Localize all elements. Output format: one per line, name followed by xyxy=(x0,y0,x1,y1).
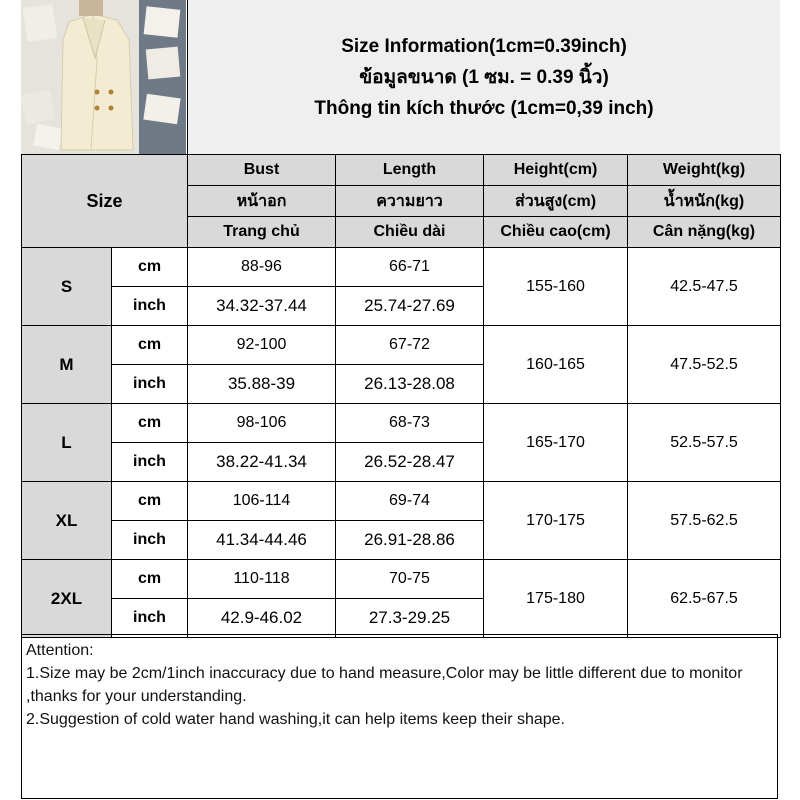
bust-cm: 98-106 xyxy=(188,404,336,443)
length-cm: 69-74 xyxy=(336,482,484,521)
unit-cm: cm xyxy=(112,560,188,599)
unit-inch: inch xyxy=(112,287,188,326)
bust-cm: 106-114 xyxy=(188,482,336,521)
bust-cm: 92-100 xyxy=(188,326,336,365)
unit-cm: cm xyxy=(112,248,188,287)
size-column-header: Size xyxy=(22,155,188,248)
length-cm: 67-72 xyxy=(336,326,484,365)
weight-range: 62.5-67.5 xyxy=(628,560,781,638)
note-washing: 2.Suggestion of cold water hand washing,it can help items keep their shape. xyxy=(26,711,565,728)
height-header-vi: Chiều cao(cm) xyxy=(484,217,628,248)
length-inch: 26.52-28.47 xyxy=(336,443,484,482)
size-label: L xyxy=(22,404,112,482)
unit-inch: inch xyxy=(112,443,188,482)
weight-range: 52.5-57.5 xyxy=(628,404,781,482)
title-vietnamese: Thông tin kích thước (1cm=0,39 inch) xyxy=(314,97,654,119)
table-row xyxy=(22,404,781,443)
height-range: 155-160 xyxy=(484,248,628,326)
unit-cm: cm xyxy=(112,404,188,443)
unit-inch: inch xyxy=(112,521,188,560)
length-header-en: Length xyxy=(336,155,484,186)
unit-inch: inch xyxy=(112,599,188,638)
bust-inch: 42.9-46.02 xyxy=(188,599,336,638)
length-inch: 27.3-29.25 xyxy=(336,599,484,638)
unit-cm: cm xyxy=(112,326,188,365)
product-photo xyxy=(21,0,186,154)
height-header-en: Height(cm) xyxy=(484,155,628,186)
bust-inch: 34.32-37.44 xyxy=(188,287,336,326)
bust-inch: 41.34-44.46 xyxy=(188,521,336,560)
weight-range: 47.5-52.5 xyxy=(628,326,781,404)
table-row xyxy=(22,482,781,521)
length-header-vi: Chiều dài xyxy=(336,217,484,248)
length-header-th: ความยาว xyxy=(336,186,484,217)
size-label: XL xyxy=(22,482,112,560)
bust-header-vi: Trang chủ xyxy=(188,217,336,248)
weight-range: 42.5-47.5 xyxy=(628,248,781,326)
height-header-th: ส่วนสูง(cm) xyxy=(484,186,628,217)
weight-header-en: Weight(kg) xyxy=(628,155,781,186)
attention-notes xyxy=(21,634,778,799)
notes-heading: Attention: xyxy=(26,642,94,659)
bust-cm: 110-118 xyxy=(188,560,336,599)
table-header-row xyxy=(22,155,781,186)
length-inch: 25.74-27.69 xyxy=(336,287,484,326)
table-row xyxy=(22,248,781,287)
unit-inch: inch xyxy=(112,365,188,404)
bust-header-en: Bust xyxy=(188,155,336,186)
title-thai: ข้อมูลขนาด (1 ซม. = 0.39 นิ้ว) xyxy=(359,66,609,88)
size-label: 2XL xyxy=(22,560,112,638)
length-cm: 70-75 xyxy=(336,560,484,599)
title-english: Size Information(1cm=0.39inch) xyxy=(341,35,627,57)
bust-inch: 35.88-39 xyxy=(188,365,336,404)
height-range: 170-175 xyxy=(484,482,628,560)
header xyxy=(21,0,779,154)
bust-header-th: หน้าอก xyxy=(188,186,336,217)
length-inch: 26.91-28.86 xyxy=(336,521,484,560)
length-cm: 68-73 xyxy=(336,404,484,443)
table-row xyxy=(22,326,781,365)
size-table xyxy=(21,154,781,638)
size-label: S xyxy=(22,248,112,326)
size-label: M xyxy=(22,326,112,404)
header-title-block xyxy=(187,0,780,154)
unit-cm: cm xyxy=(112,482,188,521)
size-chart-page xyxy=(21,0,779,800)
product-photo-illustration xyxy=(21,0,186,154)
height-range: 160-165 xyxy=(484,326,628,404)
height-range: 175-180 xyxy=(484,560,628,638)
note-accuracy: 1.Size may be 2cm/1inch inaccuracy due to hand measure,Color may be little different due to monitor ,thanks for your understanding. xyxy=(26,665,743,705)
length-cm: 66-71 xyxy=(336,248,484,287)
weight-header-vi: Cân nặng(kg) xyxy=(628,217,781,248)
bust-inch: 38.22-41.34 xyxy=(188,443,336,482)
length-inch: 26.13-28.08 xyxy=(336,365,484,404)
weight-header-th: น้ำหนัก(kg) xyxy=(628,186,781,217)
bust-cm: 88-96 xyxy=(188,248,336,287)
height-range: 165-170 xyxy=(484,404,628,482)
table-row xyxy=(22,560,781,599)
weight-range: 57.5-62.5 xyxy=(628,482,781,560)
